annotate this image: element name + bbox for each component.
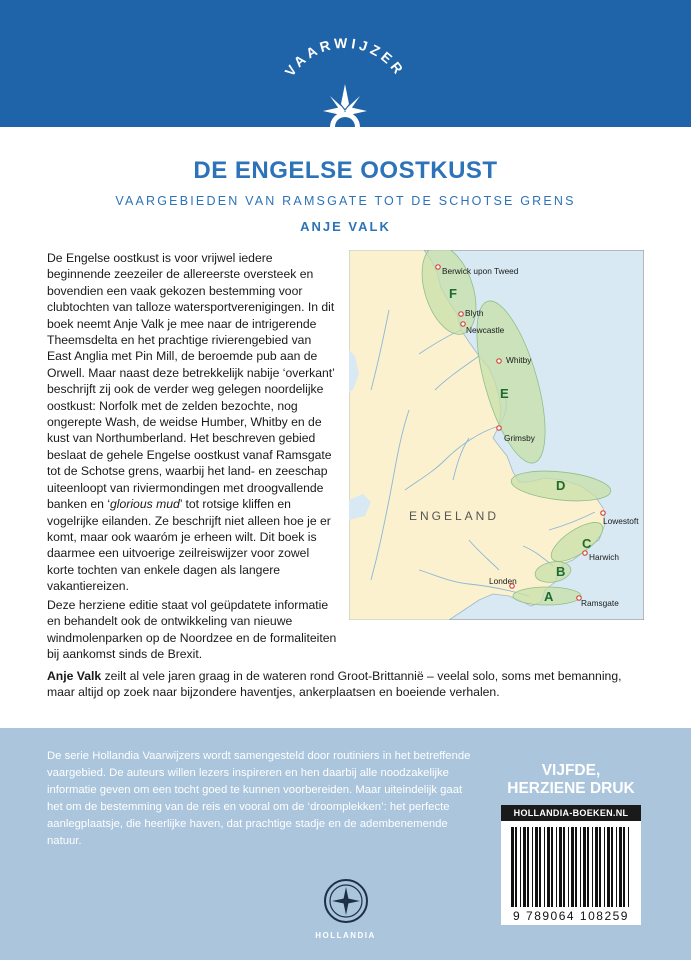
barcode-bar [611, 827, 613, 907]
book-subtitle: VAARGEBIEDEN VAN RAMSGATE TOT DE SCHOTSE GRENS [115, 194, 576, 208]
place-londen: Londen [489, 576, 517, 586]
country-label: ENGELAND [409, 509, 500, 523]
compass-arc-icon [330, 112, 360, 127]
barcode-bar [587, 827, 589, 907]
place-berwick: Berwick upon Tweed [442, 266, 519, 276]
description-italic: glorious mud [110, 497, 180, 512]
barcode-bar [523, 827, 526, 907]
zone-label-e: E [500, 386, 509, 401]
publisher-url: HOLLANDIA-BOEKEN.NL [501, 805, 641, 821]
place-whitby: Whitby [506, 355, 532, 365]
place-blyth: Blyth [465, 308, 484, 318]
barcode-bar [520, 827, 521, 907]
barcode-bar [535, 827, 538, 907]
series-description: De serie Hollandia Vaarwijzers wordt samengesteld door routiniers in het betreffende vaargebied. De auteurs willen lezers inspireren en hen daarbij alle noodzakelijke informatie geven om een tocht goed te kunnen voorbereiden. Maar uiteindelijk gaat het om de bestemming van de reis en vooral om de ‘droomplekken’: het perfecte aanlegplaatsje, die heerlijke haven, dat prachtige stadje en de adembenemende natuur. [47, 750, 471, 847]
svg-text:VAARWIJZER [282, 35, 409, 79]
place-grimsby: Grimsby [504, 433, 535, 443]
place-ramsgate: Ramsgate [581, 598, 619, 608]
barcode-bar [511, 827, 514, 907]
publisher-name: HOLLANDIA [315, 931, 376, 940]
barcode-bar [547, 827, 550, 907]
description-paragraph-1 [47, 250, 337, 595]
barcode-bar [628, 827, 629, 907]
author-bio-name: Anje Valk [47, 669, 102, 683]
barcode-bar [619, 827, 622, 907]
route-map [349, 250, 644, 620]
barcode-icon [501, 821, 641, 909]
zone-label-c: C [582, 536, 592, 551]
author-bio [47, 668, 647, 701]
place-newcastle: Newcastle [466, 325, 505, 335]
barcode-bar [623, 827, 625, 907]
barcode-bar [539, 827, 541, 907]
edition-line-1: VIJFDE, [541, 762, 601, 779]
barcode-bar [595, 827, 598, 907]
barcode-bar [544, 827, 545, 907]
top-color-band [0, 0, 691, 127]
edition-label [501, 762, 641, 798]
zone-label-f: F [449, 286, 457, 301]
vaarwijzer-logo [0, 0, 691, 127]
barcode-bar [556, 827, 557, 907]
author-bio-text: zeilt al vele jaren graag in de wateren rond Groot-Brittannië – veelal solo, soms met bemanning, maar altijd op zoek naar bijzondere haventjes, ankerplaatsen en boeiende verhalen. [47, 669, 622, 700]
publisher-compass-icon [320, 875, 372, 927]
barcode-bar [616, 827, 617, 907]
zone-label-b: B [556, 564, 566, 579]
description-text: De Engelse oostkust is voor vrijwel iedere beginnende zeezeiler de allereerste oversteek en bovendien een vaak gekozen bestemming voor clubtochten van talloze watersportverenigingen. In dit boek neemt Anje Valk je mee naar de intrigerende Theemsdelta en het prachtige rivierengebied van East Anglia met Pin Mill, de beroemde pub aan de Orwell. Maar naast deze betrekkelijk nabije ‘overkant’ beschrijft zij ook de verder weg gelegen noordelijke oostkust: Norfolk met de zelden bezochte, nog ongerepte Wash, de weidse Humber, Whitby en de kust van Northumberland. Het beschreven gebied beslaat de gehele Engelse oostkust vanaf Ramsgate tot de Schotse grens, waarbij het land- en zeeschap uiteenloopt van riviermondingen met droogvallende banken en ‘ [47, 251, 335, 512]
barcode-bar [559, 827, 562, 907]
barcode-bar [551, 827, 553, 907]
zone-label-a: A [544, 589, 554, 604]
edition-line-2: HERZIENE DRUK [507, 780, 635, 797]
book-title: DE ENGELSE OOSTKUST [193, 157, 498, 184]
barcode-bar [580, 827, 581, 907]
barcode-bar [568, 827, 569, 907]
barcode-bar [571, 827, 574, 907]
description-text-end: ’ tot rotsige kliffen en vogelrijke eilanden. Ze beschrijft niet alleen hoe je er komt, maar ook waaróm je erheen wilt. Dit boek is daarmee een uitvoerige zeilreiswijzer voor zowel korte tochten van enkele dagen als langere vakantiereizen. [47, 497, 331, 594]
barcode-bar [515, 827, 517, 907]
barcode-bar [607, 827, 610, 907]
barcode-bar [563, 827, 565, 907]
compass-star-icon [323, 84, 367, 115]
barcode-bar [592, 827, 593, 907]
barcode-bar [532, 827, 533, 907]
isbn-number: 9 789064 108259 [513, 909, 629, 923]
author-name: ANJE VALK [300, 219, 391, 234]
place-lowestoft: Lowestoft [603, 516, 639, 526]
zone-label-d: D [556, 478, 566, 493]
barcode-bar [527, 827, 529, 907]
barcode-block [501, 805, 641, 925]
barcode-bar [599, 827, 601, 907]
barcode-bar [583, 827, 586, 907]
series-arc-text: VAARWIJZER [281, 34, 409, 80]
barcode-bar [604, 827, 605, 907]
place-harwich: Harwich [589, 552, 619, 562]
barcode-bar [575, 827, 577, 907]
description-paragraph-2: Deze herziene editie staat vol geüpdatete informatie en behandelt ook de ontwikkeling van nieuwe windmolenparken op de Noordzee en de formaliteiten bij aankomst sinds de Brexit. [47, 598, 337, 662]
